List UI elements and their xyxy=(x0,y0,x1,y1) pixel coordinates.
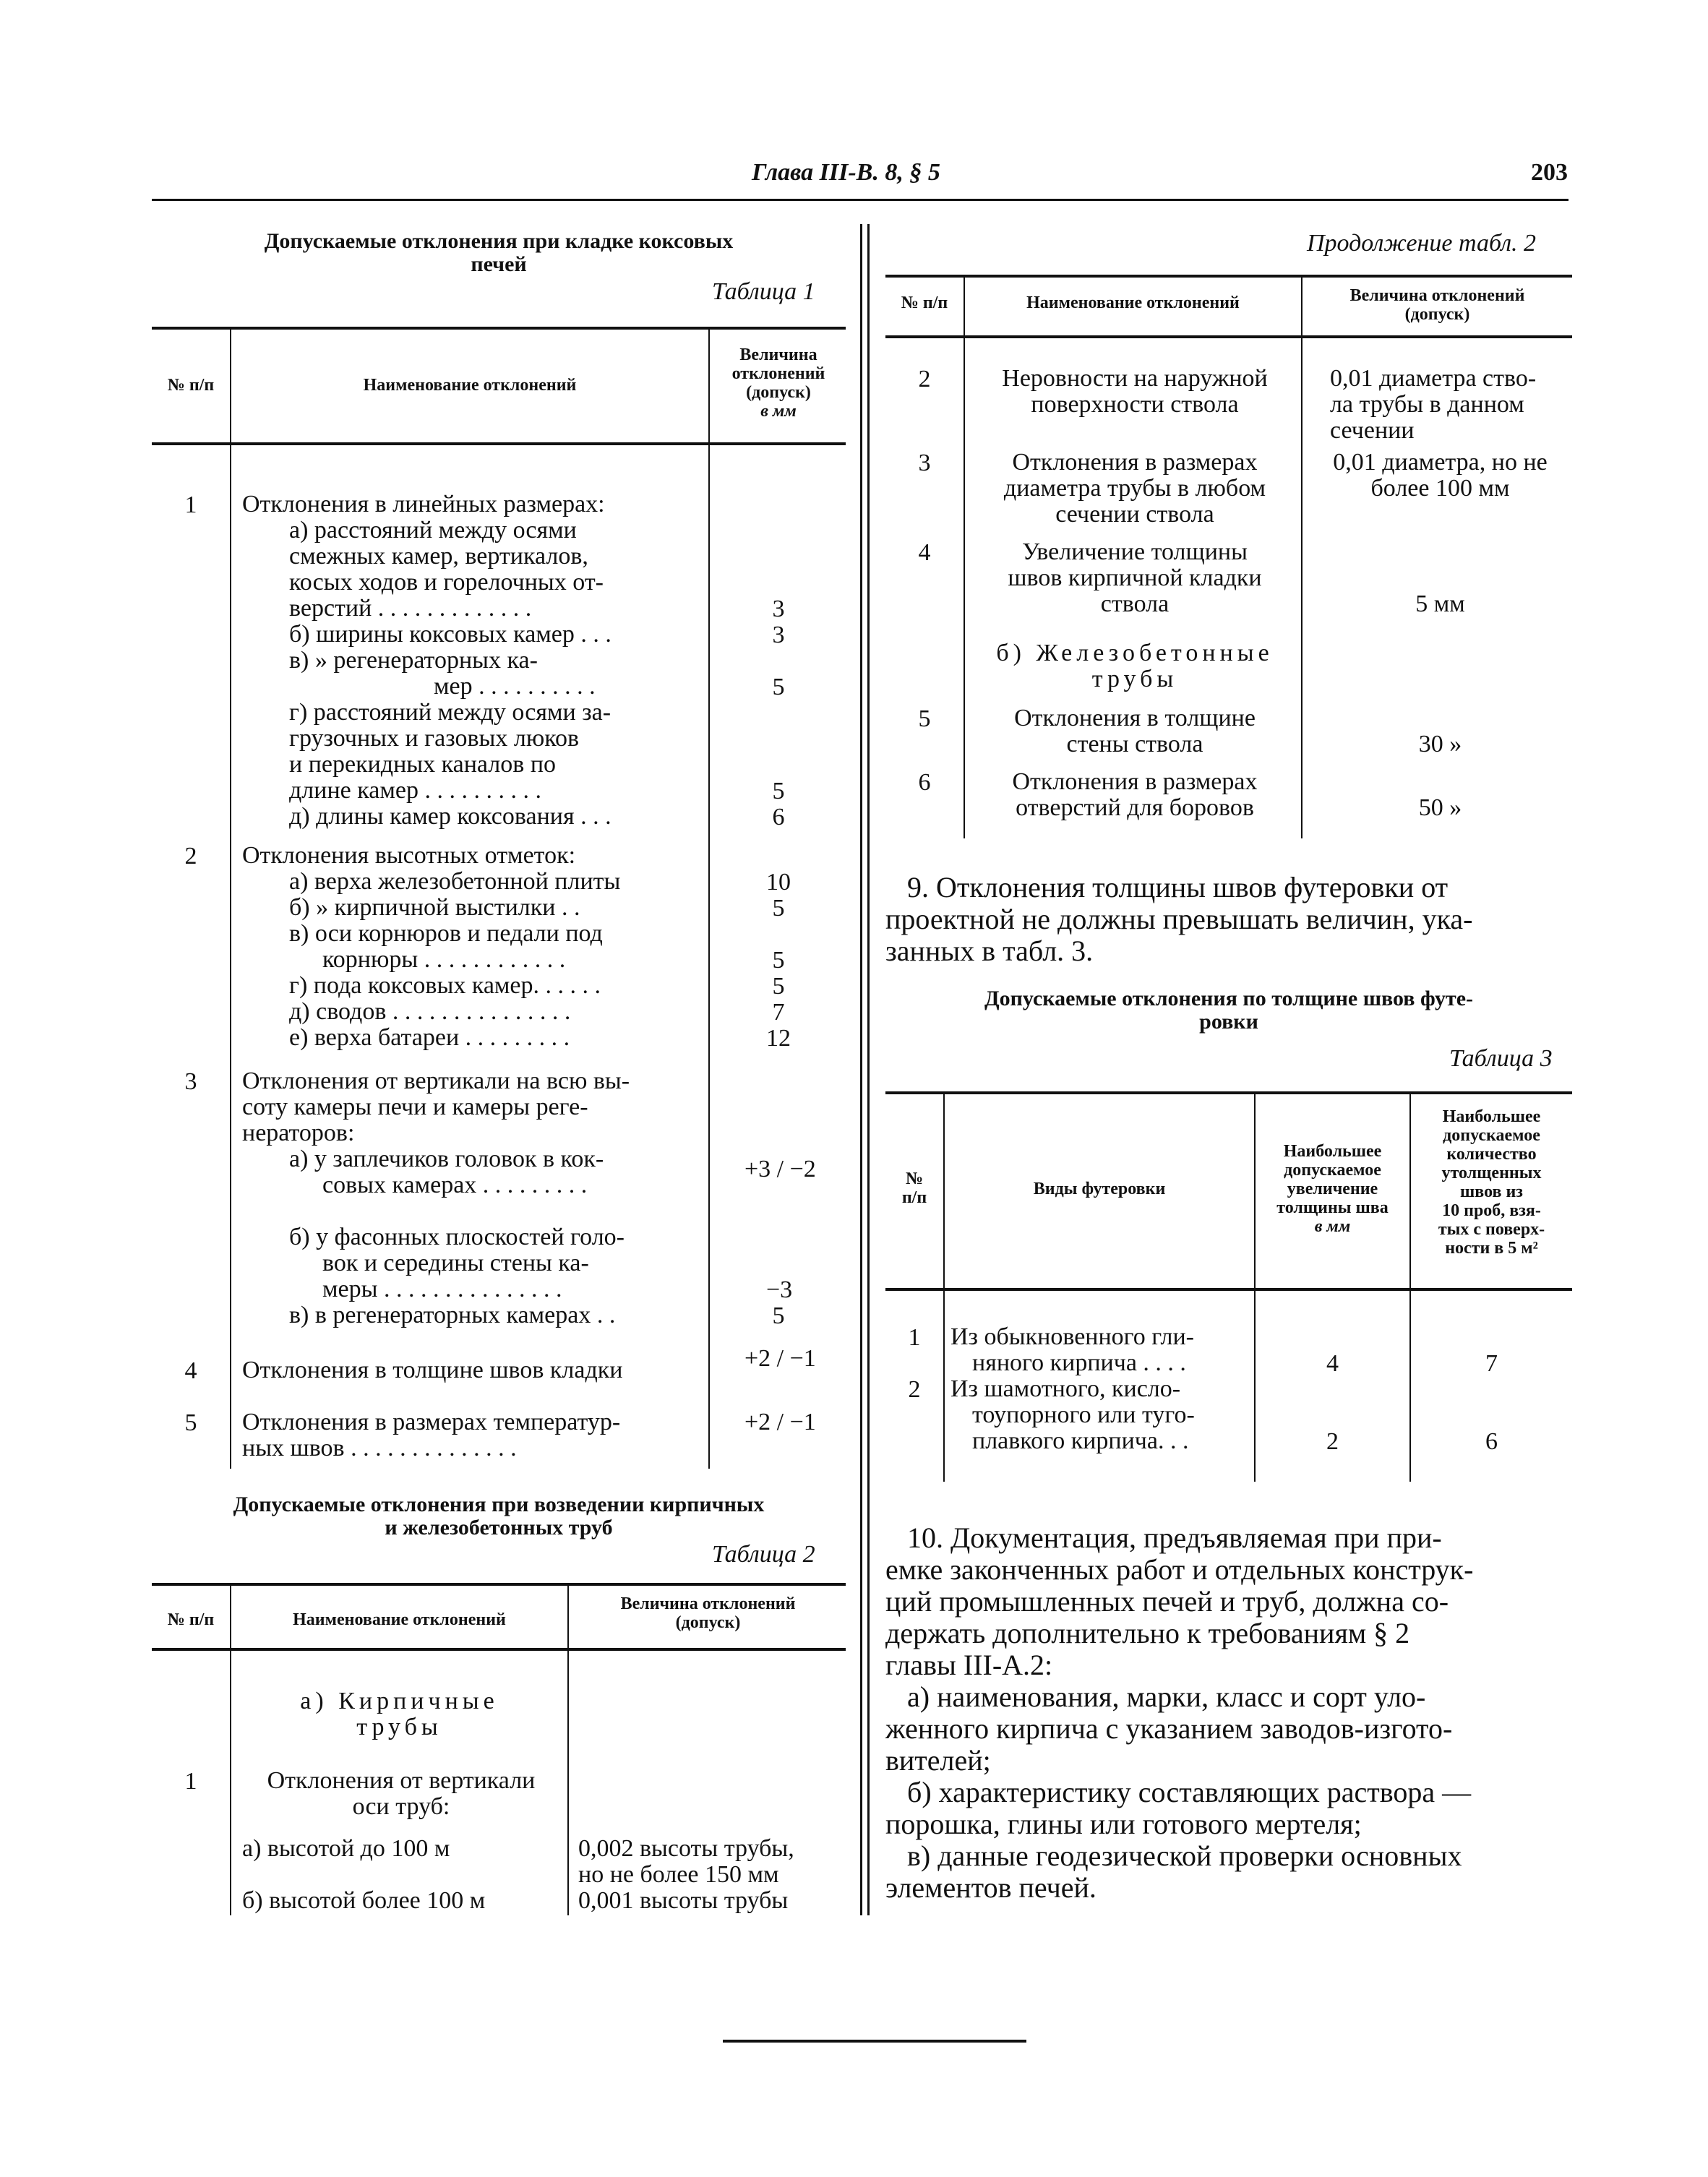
t1r1c-l1: в) » регенераторных ка- xyxy=(289,647,538,674)
t3-row2-text xyxy=(950,1376,1254,1454)
table2-header-rule xyxy=(152,1648,846,1651)
t1r4-val: +2 / −1 xyxy=(744,1345,816,1372)
table1-vline1 xyxy=(230,327,231,1469)
t2c-row3-val-l2: более 100 мм xyxy=(1370,475,1510,502)
header-rule xyxy=(152,199,1568,201)
table3-col-v2 xyxy=(1411,1107,1572,1258)
t2c-row4-text xyxy=(969,539,1301,617)
table3-heading-line2: ровки xyxy=(1199,1010,1258,1034)
table2-heading-line1: Допускаемые отклонения при возведении кирпичных xyxy=(233,1493,765,1516)
table2-cont-col-name: Наименование отклонений xyxy=(1026,293,1240,312)
t1r2d-val: 5 xyxy=(772,973,785,1000)
table2-cont-vline2 xyxy=(1301,275,1303,838)
para9-l1: 9. Отклонения толщины швов футеровки от xyxy=(907,871,1449,903)
table3-col-v2-l6: 10 проб, взя- xyxy=(1442,1201,1541,1220)
para10-l12: элементов печей. xyxy=(885,1871,1097,1904)
t1r1a-l1: а) расстояний между осями xyxy=(289,517,577,544)
para10-l4: держать дополнительно к требованиям § 2 xyxy=(885,1617,1410,1649)
table1-top-rule xyxy=(152,327,846,330)
t1r3b-l3: меры . . . . . . . . . . . . . . . xyxy=(322,1276,562,1302)
table1-row1-num: 1 xyxy=(184,491,197,518)
t1r3b-l1: б) у фасонных плоскостей голо- xyxy=(289,1224,625,1250)
t1r1d-val: 5 xyxy=(772,778,785,804)
table2-col-num: № п/п xyxy=(167,1610,215,1629)
t2c-row3-val xyxy=(1308,450,1572,502)
t1r2f-val: 12 xyxy=(766,1025,791,1052)
para10-l10: порошка, глины или готового мертеля; xyxy=(885,1808,1362,1840)
table1-heading-line2: печей xyxy=(471,252,527,276)
t1r3b-l2: вок и середины стены ка- xyxy=(322,1250,589,1276)
table1-header-rule xyxy=(152,442,846,445)
t1r1c-l2: мер . . . . . . . . . . xyxy=(434,673,596,700)
t2c-row5-val: 30 » xyxy=(1418,731,1462,757)
t1r1e-l1: д) длины камер коксования . . . xyxy=(289,803,611,830)
table3-col-v1-l5: в мм xyxy=(1314,1217,1351,1236)
t1r3c-val: 5 xyxy=(772,1302,785,1329)
table3-heading xyxy=(885,987,1572,1034)
table1-heading xyxy=(152,230,846,276)
t1r2a-l1: а) верха железобетонной плиты xyxy=(289,868,621,895)
table1-row2-title: Отклонения высотных отметок: xyxy=(242,842,576,869)
t1r2c-l1: в) оси корнюров и педали под xyxy=(289,920,603,947)
t2c-row5-l2: стены ствола xyxy=(1066,731,1203,757)
t2c-row2-val-l3: сечении xyxy=(1330,417,1415,444)
t2c-section-b xyxy=(969,640,1301,692)
t1r2e-l1: д) сводов . . . . . . . . . . . . . . . xyxy=(289,998,571,1025)
t1r2b-val: 5 xyxy=(772,895,785,922)
t2c-row6-l1: Отклонения в размерах xyxy=(1012,768,1258,795)
t2c-row4-l1: Увеличение толщины xyxy=(1022,538,1248,565)
column-divider xyxy=(860,224,862,1915)
page-number: 203 xyxy=(1531,159,1568,186)
table3-col-num-l1: № xyxy=(905,1169,924,1188)
table3-label: Таблица 3 xyxy=(1449,1045,1553,1072)
t1r1b-l1: б) ширины коксовых камер . . . xyxy=(289,621,611,648)
table2-row1a-val-l1: 0,002 высоты трубы, xyxy=(578,1835,794,1862)
table1-col-val xyxy=(710,345,847,421)
t1r2c-val: 5 xyxy=(772,947,785,974)
table2-col-val-l1: Величина отклонений xyxy=(620,1594,796,1613)
table1-row3-items xyxy=(289,1146,694,1328)
t3-row2-l1: Из шамотного, кисло- xyxy=(950,1375,1181,1402)
table2-row1-l2: оси труб: xyxy=(352,1793,450,1820)
t2c-row4-l3: ствола xyxy=(1100,591,1170,617)
t3-row2-l3: плавкого кирпича. . . xyxy=(972,1427,1189,1454)
t2c-row4-num: 4 xyxy=(918,539,931,566)
t1r2e-val: 7 xyxy=(772,999,785,1026)
t2c-row3-l3: сечении ствола xyxy=(1055,501,1214,528)
table2-row1-num: 1 xyxy=(184,1768,197,1795)
t1r1d-l2: грузочных и газовых люков xyxy=(289,725,580,752)
table3-col-v1-l3: увеличение xyxy=(1287,1180,1378,1198)
t3-row1-l2: няного кирпича . . . . xyxy=(972,1349,1186,1376)
t3-row2-v1: 2 xyxy=(1326,1428,1339,1455)
t3-row2-v2: 6 xyxy=(1485,1428,1498,1455)
table1-row4-title: Отклонения в толщине швов кладки xyxy=(242,1357,623,1383)
table1-col-num: № п/п xyxy=(167,376,215,395)
t2c-row3-val-l1: 0,01 диаметра, но не xyxy=(1333,449,1548,476)
table1-row3-num: 3 xyxy=(184,1068,197,1095)
t2c-row2-num: 2 xyxy=(918,366,931,392)
table3-col-v2-l2: допускаемое xyxy=(1443,1126,1540,1145)
table2-cont-label: Продолжение табл. 2 xyxy=(1307,230,1537,257)
chapter-header: Глава III-В. 8, § 5 xyxy=(752,159,940,186)
table2-section-a-l2: трубы xyxy=(356,1714,442,1740)
t2c-row3-l2: диаметра трубы в любом xyxy=(1003,475,1266,502)
t2c-row4-l2: швов кирпичной кладки xyxy=(1008,564,1262,591)
t2c-row2-val xyxy=(1330,366,1572,444)
table2-row1b-val: 0,001 высоты трубы xyxy=(578,1887,789,1914)
t1r5-title-l2: ных швов . . . . . . . . . . . . . . xyxy=(242,1435,517,1461)
t3-row1-num: 1 xyxy=(908,1324,921,1351)
table1-col-val-l1: Величина xyxy=(739,345,817,364)
table1-row2-num: 2 xyxy=(184,843,197,869)
table2-col-name: Наименование отклонений xyxy=(293,1610,506,1629)
table1-row5-title xyxy=(242,1409,705,1461)
table2-col-val xyxy=(569,1594,847,1632)
t1r3-title-l3: нераторов: xyxy=(242,1120,355,1146)
table3-col-v2-l7: тых с поверх- xyxy=(1438,1220,1545,1239)
table1-row5-num: 5 xyxy=(184,1409,197,1436)
t3-row1-text xyxy=(950,1324,1254,1376)
para10-l6: а) наименования, марки, класс и сорт уло- xyxy=(907,1680,1426,1713)
table2-row1b: б) высотой более 100 м xyxy=(242,1887,486,1914)
table2-cont-col-val-l2: (допуск) xyxy=(1404,305,1470,324)
table2-vline1 xyxy=(230,1583,231,1915)
t2c-row6-num: 6 xyxy=(918,769,931,796)
t2c-row3-text xyxy=(969,450,1301,528)
t1r3-gap xyxy=(289,1198,694,1224)
t3-row1-v2: 7 xyxy=(1485,1350,1498,1377)
t3-row1-v1: 4 xyxy=(1326,1350,1339,1377)
t2c-row5-num: 5 xyxy=(918,705,931,732)
table1-row1-title: Отклонения в линейных размерах: xyxy=(242,491,605,518)
para10-l7: женного кирпича с указанием заводов-изгото- xyxy=(885,1712,1453,1745)
t1r1e-val: 6 xyxy=(772,804,785,830)
table3-col-num-l2: п/п xyxy=(901,1188,927,1207)
t1r2f-l1: е) верха батареи . . . . . . . . . xyxy=(289,1024,570,1051)
para9-l3: занных в табл. 3. xyxy=(885,935,1094,967)
t2c-row2-val-l2: ла трубы в данном xyxy=(1330,391,1524,418)
t2c-section-b-l2: трубы xyxy=(1091,666,1178,692)
table1-col-val-l2: отклонений xyxy=(731,364,825,383)
para10-l1: 10. Документация, предъявляемая при при- xyxy=(907,1521,1442,1554)
t1r3a-val: +3 / −2 xyxy=(744,1156,816,1182)
table2-cont-col-val-l1: Величина отклонений xyxy=(1349,286,1525,305)
table3-col-v2-l1: Наибольшее xyxy=(1442,1107,1541,1126)
t1r2c-l2: корнюры . . . . . . . . . . . . xyxy=(322,946,566,973)
t3-row2-l2: тоупорного или туго- xyxy=(972,1401,1195,1428)
table3-col-v1-l1: Наибольшее xyxy=(1283,1142,1382,1161)
t1r2b-l1: б) » кирпичной выстилки . . xyxy=(289,894,580,921)
table1-col-val-l3: (допуск) xyxy=(746,383,811,402)
table2-section-a-l1: а) Кирпичные xyxy=(300,1688,499,1714)
t1r3a-l2: совых камерах . . . . . . . . . xyxy=(322,1172,588,1198)
table2-col-val-l2: (допуск) xyxy=(675,1613,741,1632)
t1r1b-val: 3 xyxy=(772,622,785,648)
table1-col-val-l4: в мм xyxy=(760,402,797,421)
table2-cont-vline1 xyxy=(964,275,965,838)
t2c-row2-l2: поверхности ствола xyxy=(1031,391,1239,418)
t3-row2-num: 2 xyxy=(908,1376,921,1403)
t1r1a-l3: косых ходов и горелочных от- xyxy=(289,569,604,596)
t1r2d-l1: г) пода коксовых камер. . . . . . xyxy=(289,972,601,999)
t2c-row3-num: 3 xyxy=(918,450,931,476)
column-divider-2 xyxy=(867,224,870,1915)
para10-l11: в) данные геодезической проверки основных xyxy=(907,1839,1462,1872)
table2-section-a xyxy=(231,1688,567,1740)
t1r1d-l3: и перекидных каналов по xyxy=(289,751,557,778)
table2-heading xyxy=(148,1493,849,1540)
table2-cont-top-rule xyxy=(885,275,1572,278)
t1r3c-l1: в) в регенераторных камерах . . xyxy=(289,1302,616,1328)
paragraph-10 xyxy=(885,1522,1572,1904)
t1r3-title-l1: Отклонения от вертикали на всю вы- xyxy=(242,1068,630,1094)
table1-heading-line1: Допускаемые отклонения при кладке коксовых xyxy=(264,229,734,253)
footer-rule xyxy=(723,2040,1026,2043)
t1r3-title-l2: соту камеры печи и камеры реге- xyxy=(242,1094,588,1120)
table3-col-v2-l5: швов из xyxy=(1460,1182,1523,1201)
t2c-row5-text xyxy=(969,705,1301,757)
table3-col-v2-l8: ности в 5 м² xyxy=(1445,1239,1538,1258)
table3-col-v1 xyxy=(1256,1142,1409,1236)
para10-l3: ций промышленных печей и труб, должна со- xyxy=(885,1585,1449,1618)
paragraph-9 xyxy=(885,872,1572,967)
para10-l9: б) характеристику составляющих раствора — xyxy=(907,1776,1472,1808)
para10-l8: вителей; xyxy=(885,1744,991,1777)
table3-col-num xyxy=(885,1169,943,1207)
t1r3b-val: −3 xyxy=(766,1276,793,1303)
para10-l2: емке законченных работ и отдельных конструк- xyxy=(885,1553,1474,1586)
t2c-row3-l1: Отклонения в размерах xyxy=(1012,449,1258,476)
table3-col-v2-l3: количество xyxy=(1446,1145,1537,1164)
table1-label: Таблица 1 xyxy=(712,278,815,305)
t1r1d-l4: длине камер . . . . . . . . . . xyxy=(289,777,541,804)
table2-row1a-val xyxy=(578,1836,849,1888)
table2-row1-text xyxy=(239,1768,564,1820)
t1r2a-val: 10 xyxy=(766,869,791,896)
table2-row1-l1: Отклонения от вертикали xyxy=(267,1767,536,1794)
table3-col-v1-l2: допускаемое xyxy=(1284,1161,1381,1180)
table1-row3-title xyxy=(242,1068,705,1146)
t2c-row2-text xyxy=(969,366,1301,418)
t2c-row4-val: 5 мм xyxy=(1415,591,1465,617)
t2c-row2-val-l1: 0,01 диаметра ство- xyxy=(1330,365,1537,392)
table2-vline2 xyxy=(567,1583,569,1915)
table2-label: Таблица 2 xyxy=(712,1541,815,1568)
t2c-row5-l1: Отклонения в толщине xyxy=(1014,705,1256,731)
t2c-row6-l2: отверстий для боровов xyxy=(1016,794,1254,821)
t1r1a-l4: верстий . . . . . . . . . . . . . xyxy=(289,595,532,622)
t2c-row6-text xyxy=(969,769,1301,821)
t2c-section-b-l1: б) Железобетонные xyxy=(996,640,1274,666)
table3-col-v2-l4: утолщенных xyxy=(1441,1164,1542,1182)
table2-cont-col-num: № п/п xyxy=(901,293,948,312)
t2c-row6-val: 50 » xyxy=(1418,794,1462,821)
table2-top-rule xyxy=(152,1583,846,1586)
t1r1a-l2: смежных камер, вертикалов, xyxy=(289,543,588,570)
table2-cont-header-rule xyxy=(885,335,1572,338)
t3-row1-l1: Из обыкновенного гли- xyxy=(950,1323,1194,1350)
table1-row4-num: 4 xyxy=(184,1357,197,1384)
table3-col-name: Виды футеровки xyxy=(1033,1180,1166,1198)
para10-l5: главы III-А.2: xyxy=(885,1649,1053,1681)
table3-heading-line1: Допускаемые отклонения по толщине швов футе- xyxy=(984,987,1474,1010)
t1r5-val: +2 / −1 xyxy=(744,1409,816,1435)
t1r3a-l1: а) у заплечиков головок в кок- xyxy=(289,1146,604,1172)
table1-col-name: Наименование отклонений xyxy=(363,376,577,395)
table3-top-rule xyxy=(885,1091,1572,1094)
table2-row1a: а) высотой до 100 м xyxy=(242,1835,450,1862)
table2-row1a-val-l2: но не более 150 мм xyxy=(578,1861,779,1888)
t1r1d-l1: г) расстояний между осями за- xyxy=(289,699,611,726)
t1r1a-val: 3 xyxy=(772,596,785,622)
table3-header-rule xyxy=(885,1288,1572,1291)
table3-vline1 xyxy=(943,1091,945,1482)
table1-row1-items xyxy=(289,518,694,830)
table1-row2-items xyxy=(289,869,694,1051)
t1r1c-val: 5 xyxy=(772,674,785,700)
table2-heading-line2: и железобетонных труб xyxy=(385,1516,613,1540)
table3-col-v1-l4: толщины шва xyxy=(1276,1198,1389,1217)
para9-l2: проектной не должны превышать величин, ука- xyxy=(885,903,1473,935)
table2-cont-col-val xyxy=(1303,286,1572,324)
t1r5-title-l1: Отклонения в размерах температур- xyxy=(242,1409,621,1435)
t2c-row2-l1: Неровности на наружной xyxy=(1002,365,1268,392)
